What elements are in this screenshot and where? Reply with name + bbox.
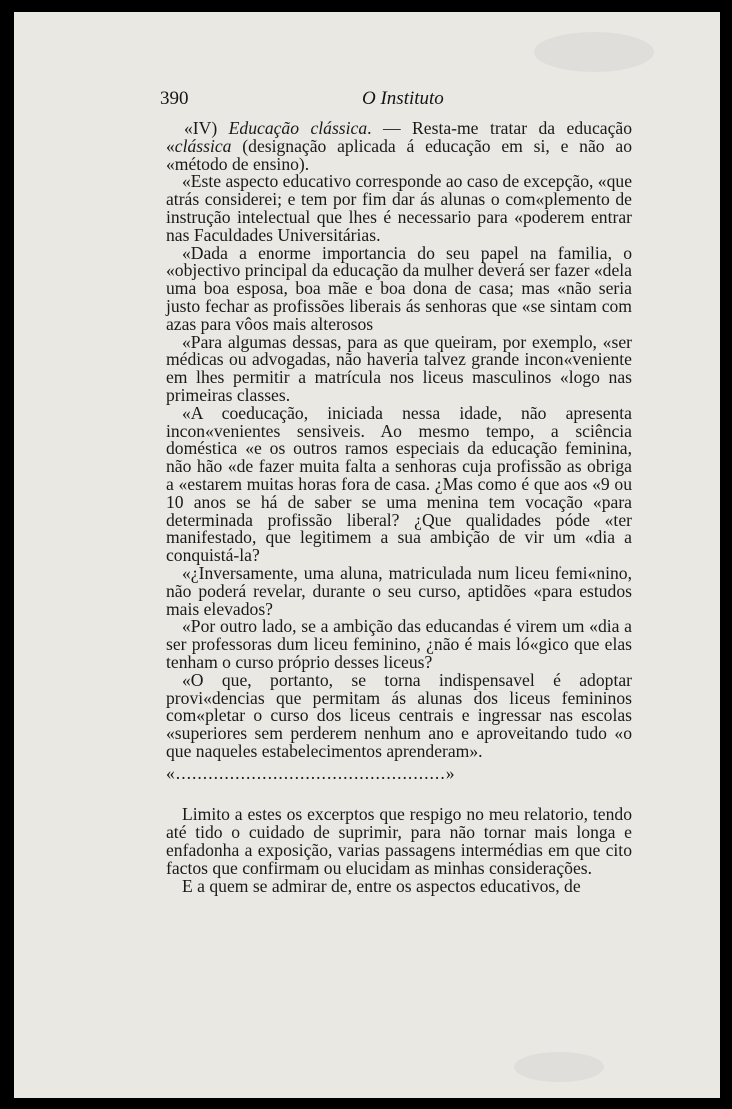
body-paragraph: E a quem se admirar de, entre os aspectos educativos, de	[182, 875, 581, 896]
quoted-paragraph: «Para algumas dessas, para as que queiram, por exemplo, «ser médicas ou advogadas, não haveria talvez grande incon«veniente em lhes permitir a matrícula nos liceus masculinos «logo nas primeiras classes.	[166, 331, 632, 405]
quoted-paragraph: «Por outro lado, se a ambição das educandas é virem um «dia a ser professoras dum liceu feminino, ¿não é mais ló«gico que elas tenham o curso próprio desses liceus?	[166, 616, 632, 672]
quote-heading: «IV) Educação clássica. — Resta-me tratar da educação «clássica (designação aplicada á educação em si, e não ao «método de ensino).	[166, 118, 632, 174]
page-number: 390	[160, 88, 189, 109]
quoted-paragraph: «O que, portanto, se torna indispensavel é adoptar provi«dencias que permitam ás alunas dos liceus femininos com«pletar o curso dos liceus centrais e ingressar nas escolas «superiores sem perderem nenhum ano e aproveitando tudo «o que naqueles estabelecimentos aprenderam».	[166, 669, 632, 761]
quoted-paragraph: «¿Inversamente, uma aluna, matriculada num liceu femi«nino, não poderá revelar, durante o seu curso, aptidões «para estudos mais elevados?	[166, 562, 632, 619]
paper-stain	[514, 1052, 604, 1082]
body-paragraph: Limito a estes os excerptos que respigo no meu relatorio, tendo até tido o cuidado de suprimir, para não tornar mais longa e enfadonha a exposição, varias passagens intermédias em que cito factos que confirmam ou elucidam as minhas considerações.	[166, 804, 632, 878]
page-header	[14, 88, 720, 116]
quoted-paragraph: «A coeducação, iniciada nessa idade, não apresenta incon«venientes sensiveis. Ao mesmo tempo, a sciência doméstica «e os outros ramos especiais da educação feminina, não hão «de fazer muita falta a senhoras cuja profissão as obriga a «estarem muitas horas fora de casa. ¿Mas como é que aos «9 ou 10 anos se há de saber se uma menina tem vocação «para determinada profissão liberal? ¿Que qualidades póde «ter manifestado, que legitimem a sua ambição de vir um «dia a conquistá-la?	[166, 402, 632, 566]
quoted-paragraph: «Este aspecto educativo corresponde ao caso de excepção, «que atrás considerei; e tem por fim dar ás alunas o com«plemento de instrução intelectual que lhes é necessario para «poderem entrar nas Faculdades Universitárias.	[166, 171, 632, 245]
ellipsis-line: «..................................................»	[166, 764, 456, 783]
page-text	[166, 120, 632, 895]
quoted-paragraph: «Dada a enorme importancia do seu papel na familia, o «objectivo principal da educação da mulher deverá ser fazer «dela uma boa esposa, boa mãe e boa dona de casa; mas «não seria justo fechar as profissões liberais ás senhoras que «se sintam com azas para vôos mais alterosos	[166, 242, 632, 334]
scanned-page	[14, 12, 720, 1098]
quoted-paragraph	[166, 120, 632, 173]
running-title: O Instituto	[362, 88, 444, 109]
paper-stain	[534, 32, 654, 72]
